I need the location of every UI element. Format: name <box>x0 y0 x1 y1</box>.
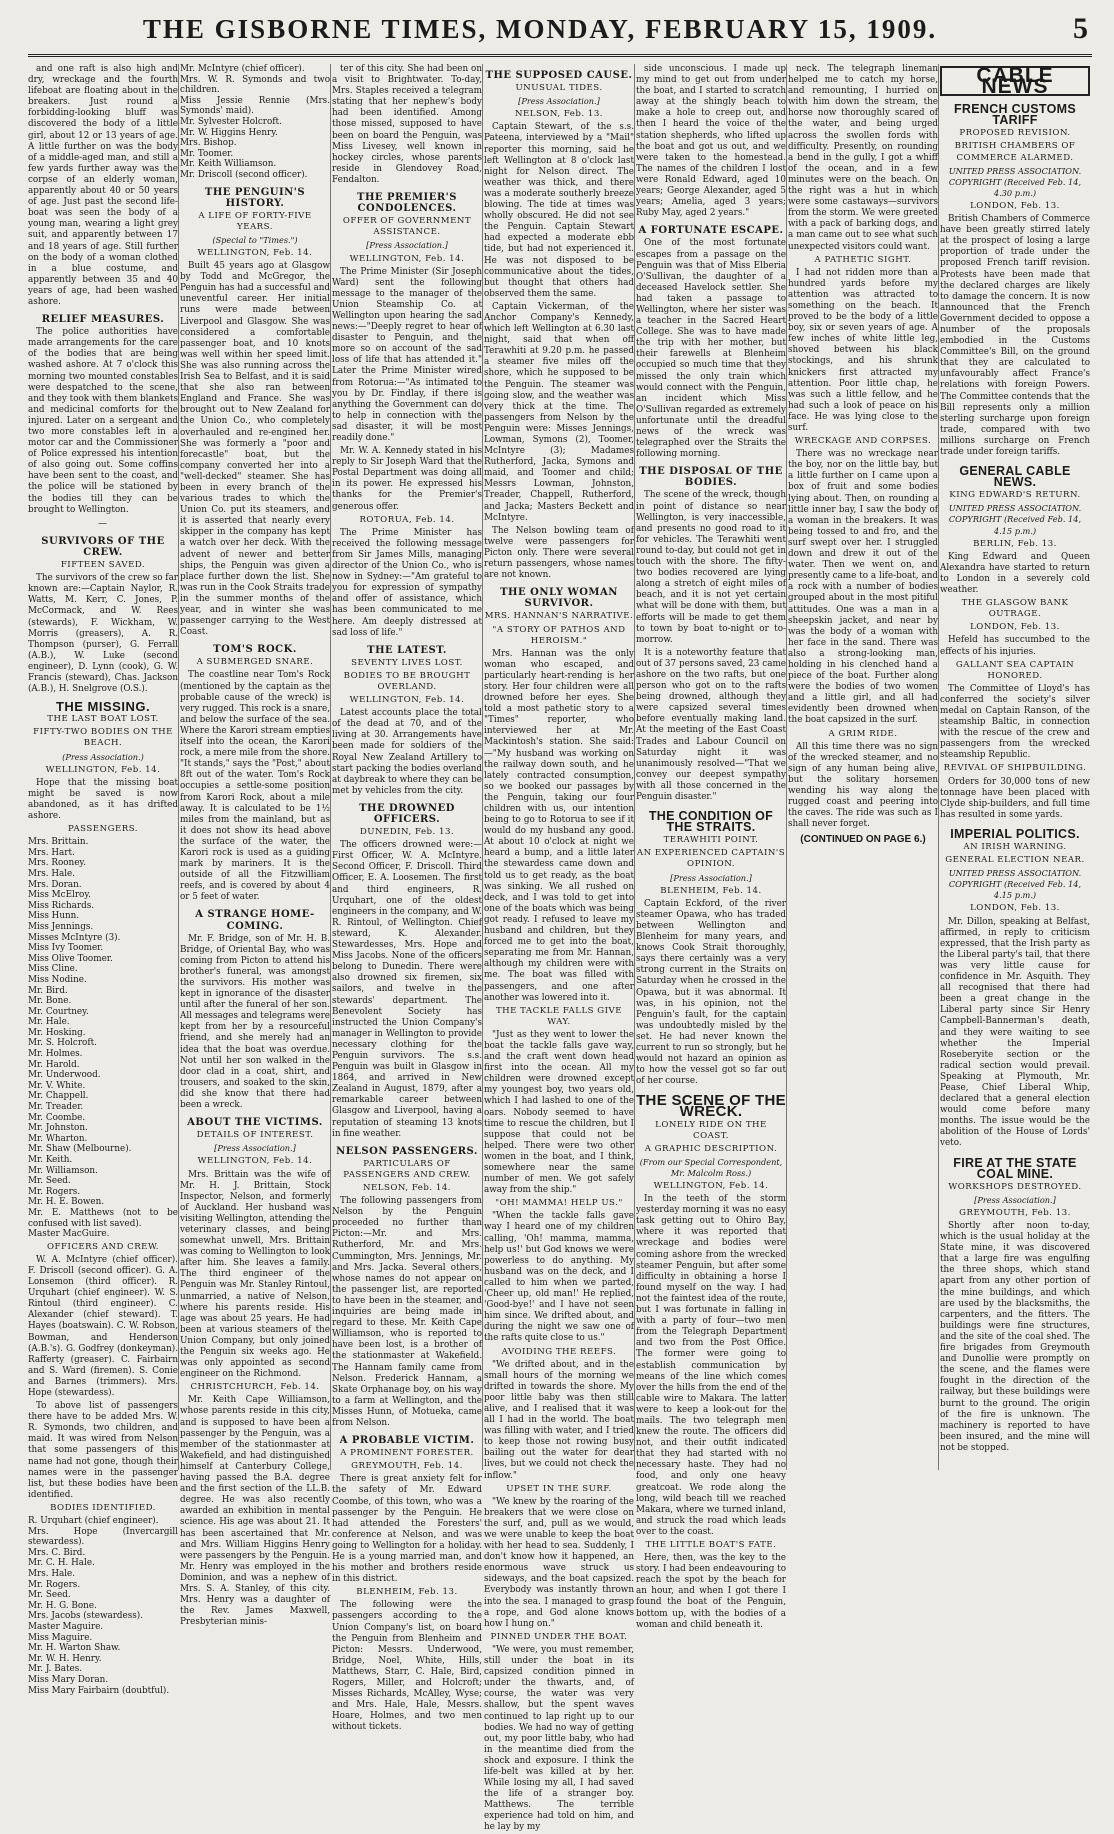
list-item: Mr. Bone. <box>28 996 72 1007</box>
section-heading: THE PREMIER'S CONDOLENCES. <box>357 192 457 215</box>
section-heading: FRENCH CUSTOMS TARIFF <box>953 102 1077 128</box>
list-item: Mr. Courtney. <box>28 1006 89 1017</box>
list-item: Miss Maguire. <box>28 1632 93 1643</box>
article-text: "We knew by the roaring of the breakers that we were close on the surf, and, pull as we would, we were unable to keep the boat with her head to sea. Suddenly, I don't know how it happened, an enormous wave struck us sideways, and the boat capsized. Everybody was instantly thrown into the sea. I managed to grasp a rope, and God alone knows how I hung on." <box>484 1496 634 1629</box>
list-item: Mr. Holmes. <box>28 1049 83 1060</box>
subheading: GALLANT SEA CAPTAIN HONORED. <box>955 659 1075 681</box>
list-item: Mr. Treader. <box>28 1102 84 1113</box>
cable-news-banner: CABLE NEWS <box>940 66 1090 96</box>
list-item: Mr. Shaw (Melbourne). <box>28 1144 132 1155</box>
list-item: Mr. C. H. Hale. <box>28 1558 95 1569</box>
masthead <box>28 10 1092 57</box>
article-text: All this time there was no sign of the wrecked steamer, and no sign of any human being alive, but the solitary horsemen wending his way along the rugged coast and peering into the caves. The ride was such as I shall never forget. <box>788 741 938 830</box>
column-1: and one raft is also high and dry, wreckage and the fourth lifeboat are floating about in the breakers. Just round a forbidding-looking bluff was discovered the body of a little girl, about 12 or 13 years of age. A little further on was the body of a middle-aged man, and still a few yards further away was the corpse of an elderly woman, apparently about 40 or 50 years of age. Just past the second life-boat was seen the body of a young man, wearing a light grey suit, and apparently between 17 and 18 years of age. Still further on the body of a woman clothed in a blue costume, and apparently between 35 and 40 years of age, had been washed ashore. RELIEF MEASURES. The police authorities have made arrangements for the care of the bodies that are being washed ashore. At 7 o'clock this morning two mounted constables were despatched to the scene, and they took with them blankets and medicinal comforts for the injured. Later on a sergeant and two more constables left in a motor car and the Commissioner of Police expressed his intention of also going out. Some coffins have been sent to the coast, and the police will be stationed by the bodies till they can be brought to Wellington. — SURVIVORS OF THE CREW. FIFTEEN SAVED. The survivors of the crew so far known are:—Captain Naylor, R. Watts, M. Kerr, C. Jones, P. McCormack, and W. Rees (stewards), F. Wickham, W. Morris (greasers), A. R. Thompson (purser), G. Ferrall (A.B.), W. Luke (second engineer), D. Lynn (cook), G. W. Francis (steward), Chas. Jackson (A.B.), H. Snelgrove (O.S.). THE MISSING. THE LAST BOAT LOST. FIFTY-TWO BODIES ON THE BEACH. (Press Association.) WELLINGTON, Feb. 14. Hope that the missing boat might be saved is now abandoned, as it has drifted ashore. PASSENGERS. Mrs. Brittain. Mrs. Hart. Mrs. Rooney. Mrs. Hale. Mrs. Doran. Miss McElroy. Miss Richards. Miss Hunn. Miss Jennings. Misses McIntyre (3). Miss Ivy Toomer. Miss Olive Toomer. Miss Cline. Miss Nodine. Mr. Bird. Mr. Bone. Mr. Courtney. Mr. Hale. Mr. Hosking. Mr. S. Holcroft. Mr. Holmes. Mr. Harold. Mr. Underwood. Mr. V. White. Mr. Chappell. Mr. Treader. Mr. Coombe. Mr. Johnston. Mr. Wharton. Mr. Shaw (Melbourne). Mr. Keith. Mr. Williamson. Mr. Seed. Mr. Rogers. Mr. H. E. Bowen. Mr. E. Matthews (not to be confused with list saved). Master MacGuire. OFFICERS AND CREW. W. A. McIntyre (chief officer). F. Driscoll (second officer). G. A. Lonsemon (third officer). R. Urquhart (chief engineer). W. S. Rintoul (third engineer). C. Alexander (chief steward). T. Hayes (boatswain). C. W. Robson, Bowman, and Henderson (A.B.'s). G. Godfrey (donkeyman). Rafferty (greaser). C. Fairbairn and S. Ward (firemen). S. Conie and Barnes (trimmers). Mrs. Hope (stewardess). To above list of passengers there have to be added Mrs. W. R. Symonds, two children, and maid. It was wired from Nelson that some passengers of this name had not gone, though their names were in the passenger list, but these bodies have been identified. BODIES IDENTIFIED. R. Urquhart (chief engineer). Mrs. Hope (Invercargill stewardess). Mrs. C. Bird. Mr. C. H. Hale. Mrs. Hale. Mr. Rogers. Mr. Seed. Mr. H. G. Bone. Mrs. Jacobs (stewardess). Master Maguire. Miss Maguire. Mr. H. Warton Shaw. Mr. W. H. Henry. Mr. J. Bates. Miss Mary Doran. Miss Mary Fairbairn (doubtful). <box>28 64 179 1696</box>
column-3 <box>332 64 482 1733</box>
dateline: LONDON, Feb. 13. <box>970 200 1060 211</box>
section-heading: IMPERIAL POLITICS. <box>950 826 1080 841</box>
list-item: Mr. Keith Williamson. <box>180 159 277 170</box>
list-item: Miss Nodine. <box>28 974 87 985</box>
article-text: Mr. Keith Cape Williamson, whose parents reside in this city, and is supposed to have been a passenger by the Penguin, was a member of the stationmaster at Wakefield, and had distinguished himself at Canterbury College, having passed the B.A. degree and the first section of the LL.B. degree. He was also recently awarded an exhibition in mental science. His age was about 21. It has been ascertained that Mr. and Mrs. William Higgins Henry were passengers by the Penguin. Mr. Henry was employed in the Dominion, and was a nephew of Mrs. S. A. Stanley, of this city. Mrs. Henry was a daughter of the Rev. James Maxwell, Presbyterian minis- <box>180 1395 330 1628</box>
section-heading: THE DISPOSAL OF THE BODIES. <box>639 466 783 489</box>
section-heading: NELSON PASSENGERS. <box>336 1145 478 1157</box>
article-text: King Edward and Queen Alexandra have started to return to London in a severely cold weather. <box>940 551 1090 596</box>
list-item: Mrs. C. Bird. <box>28 1547 86 1558</box>
list-item: Mr. Bird. <box>28 985 68 996</box>
list-item: Mrs. Hart. <box>28 847 75 858</box>
article-text: One of the most fortunate escapes from a passage on the Penguin was that of Miss Elberia O'Sullivan, the daughter of a deceased Havelock settler. She had taken a passage to Wellington, where her sister was a teacher in the Sacred Heart College. She was to have made the trip with her mother, but their farewells at Blenheim occupied so much time that they missed the only train which would connect with the Penguin, an incident which Miss O'Sullivan regarded as extremely unfortunate until the dreadful news of the wreck was telegraphed over the Straits the following morning. <box>636 238 786 460</box>
press-credit: UNITED PRESS ASSOCIATION. COPYRIGHT (Received Feb. 14, 4.15 p.m.) <box>948 503 1082 536</box>
article-text: ter of this city. She had been on a visit to Brightwater. To-day, Mrs. Staples received a telegram stating that her nephew's body had been identified. Among those missed, supposed to have been on board the Penguin, was Miss Livesey, well known in hockey circles, whose parents reside in Glendovey Road, Fendalton. <box>332 64 482 185</box>
article-text: It is a noteworthy feature that out of 37 persons saved, 23 came ashore on the two rafts, but one person who got on to the rafts being drowned, although they were capsized several times before eventually making land. At the meeting of the East Coast Trades and Labour Council on Saturday night it was unanimously resolved—"That we convey our deepest sympathy with all those concerned in the Penguin disaster." <box>636 647 786 802</box>
list-item: Mr. Keith. <box>28 1155 73 1165</box>
list-item: Master MacGuire. <box>28 1229 110 1240</box>
article-text: W. A. McIntyre (chief officer). F. Driscoll (second officer). G. A. Lonsemon (third officer). R. Urquhart (chief engineer). W. S. Rintoul (third engineer). C. Alexander (chief steward). T. Hayes (boatswain). C. W. Robson, Bowman, and Henderson (A.B.'s). G. Godfrey (donkeyman). Rafferty (greaser). C. Fairbairn and S. Ward (firemen). S. Conie and Barnes (trimmers). Mrs. Hope (stewardess). <box>28 1254 178 1398</box>
subheading: THE TACKLE FALLS GIVE WAY. <box>495 1005 623 1027</box>
press-credit: [Press Association.] <box>670 872 752 883</box>
section-heading: RELIEF MEASURES. <box>41 314 165 326</box>
subheading: SEVENTY LIVES LOST. <box>351 657 463 668</box>
subheading: DETAILS OF INTEREST. <box>196 1130 314 1141</box>
list-item: Mrs. Rooney. <box>28 858 87 869</box>
article-text: The Committee of Lloyd's has conferred the society's silver medal on Captain Ranson, of the steamship Baltic, in connection with the rescue of the crew and passengers from the wrecked steamship Republic. <box>940 683 1090 761</box>
dateline: GREYMOUTH, Feb. 14. <box>351 1461 463 1472</box>
press-credit: (From our Special Correspondent, Mr. Malcolm Ross.) <box>639 1156 783 1178</box>
list-item: Mr. Sylvester Holcroft. <box>180 116 282 127</box>
article-text: and one raft is also high and dry, wreckage and the fourth lifeboat are floating about in the breakers. Just round a forbidding-looking bluff was discovered the body of a little girl, about 12 or 13 years of age. A little further on was the body of a middle-aged man, and still a few yards further away was the corpse of an elderly woman, apparently about 40 or 50 years of age. Just past the second life-boat was seen the body of a young man, wearing a light grey suit, and apparently between 17 and 18 years of age. Still further on the body of a woman clothed in a blue costume, and apparently between 35 and 40 years of age, had been washed ashore. <box>28 64 178 307</box>
article-text: Captain Stewart, of the s.s. Pateena, interviewed by a "Mail" reporter this morning, said he left Wellington at 8 o'clock last night for Nelson direct. The weather was thick, and there was a moderate southerly breeze blowing. The tide at times was wholly obscured. He did not see the Penguin. Captain Stewart had expected a moderate ebb tide, but had not experienced it. He was not disposed to be communicative about the tides, but thought that others had observed them the same. <box>484 122 634 299</box>
list-item: Mr. Hale. <box>28 1017 70 1028</box>
column-5 <box>636 64 786 1630</box>
subheading: GENERAL ELECTION NEAR. <box>945 855 1085 866</box>
list-item: Mrs. Bishop. <box>180 138 237 149</box>
press-credit: (Press Association.) <box>62 751 144 762</box>
section-heading: THE SUPPOSED CAUSE. <box>485 70 633 81</box>
subheading: REVIVAL OF SHIPBUILDING. <box>943 763 1087 774</box>
section-heading: THE MISSING. <box>55 699 151 715</box>
article-text: Mr. Dillon, speaking at Belfast, affirmed, in reply to criticism expressed, that the Irish party as the Liberal party's tail, that there was very little cause for confidence in Mr. Asquith. They all recognised that there had been a great change in the Liberal party since Sir Henry Campbell-Bannerman's death, and they were waiting to see whether the Imperial Roseberyite section or the radical section would prevail. Speaking at Plymouth, Mr. Pease, Chief Liberal Whip, declared that a general election would come before many months. The issue would be the abolition of the House of Lords' veto. <box>940 916 1090 1149</box>
subheading: AVOIDING THE REEFS. <box>501 1346 617 1357</box>
dateline: WELLINGTON, Feb. 14. <box>349 695 465 706</box>
subheading: BRITISH CHAMBERS OF COMMERCE ALARMED. <box>954 141 1076 163</box>
dateline: WELLINGTON, Feb. 14. <box>197 248 313 258</box>
dateline: WELLINGTON, Feb. 14. <box>349 253 465 264</box>
section-heading: A FORTUNATE ESCAPE. <box>638 225 784 237</box>
list-item: Mrs. Doran. <box>28 879 82 890</box>
press-credit: [Press Association.] <box>214 1143 296 1154</box>
subheading: A PROMINENT FORESTER. <box>340 1448 474 1459</box>
list-item: Master Maguire. <box>28 1621 104 1632</box>
section-heading: FIRE AT THE STATE COAL MINE. <box>953 1155 1077 1181</box>
article-text: Latest accounts place the total of the dead at 70, and of the living at 30. Arrangements have been made for soldiers of the Royal New Zealand Artillery to start packing the bodies overland at daybreak to where they can be met by vehicles from the city. <box>332 708 482 796</box>
dateline: WELLINGTON, Feb. 14. <box>45 764 161 775</box>
article-text: "When the tackle falls gave way I heard one of my children calling, 'Oh! mamma, mamma, help us!' but God knows we were powerless to do anything. My husband was on the deck, and I called to him when we parted, 'Cheer up, old man!' He replied, 'Good-bye!' and I have not seen him since. We drifted about, and during the night we saw one of the rafts quite close to us." <box>484 1211 634 1344</box>
article-text: There was no wreckage near the boy, nor on the little bay, but a little further on I came upon a box of fruit and some bodies lying about. Then, on rounding a little inner bay, I saw the body of a woman in the breakers. It was being tossed to and fro, and the surf swept over her. I struggled down and drew it out of the water. Then we went on, and presently came to a life-boat, and a rock with a number of bodies grouped about in the most pitiful attitudes. One was a man in a sheepskin jacket, and near by was the body of a woman with her face in the sand. There was also a strong-looking man, holding in his clenched hand a piece of the boat. Further along were the bodies of two women and a little girl, and all had evidently been drowned when the boat capsized in the surf. <box>788 449 938 726</box>
dateline: WELLINGTON, Feb. 14. <box>197 1156 313 1167</box>
list-item: Mr. Seed. <box>28 1590 71 1601</box>
subheading: A GRAPHIC DESCRIPTION. <box>644 1143 778 1154</box>
column-7 <box>940 64 1090 1472</box>
article-text: I had not ridden more than a hundred yards before my attention was attracted to something on the beach. It proved to be the body of a little boy, six or seven years of age. A few inches of white little leg, shoved between his black stockings, and his shrunk knickers first attracted my attention. Poor little chap, he was such a little fellow, and he had such a look of peace on his face. He was lying close to the surf. <box>788 267 938 433</box>
press-credit: [Press Association.] <box>518 96 600 107</box>
subheading: A LIFE OF FORTY-FIVE YEARS. <box>198 210 312 232</box>
article-text: The Prime Minister (Sir Joseph Ward) sent the following message to the manager of the Union Steamship Co. at Wellington upon hearing the sad news:—"Deeply regret to hear of disaster to Penguin, and the more so on account of the sad loss of life that has attended it." Later the Prime Minister wired from Rotorua:—"As intimated to you by Dr. Findlay, if there is anything the Government can do to help in connection with the sad disaster, it will be most readily done." <box>332 266 482 443</box>
article-text: Mr. W. A. Kennedy stated in his reply to Sir Joseph Ward that the Postal Department was doing all in its power. He expressed his thanks for the Premier's generous offer. <box>332 446 482 512</box>
column-4 <box>484 64 634 1833</box>
list-item: Mr. E. Matthews (not to be confused with list saved). <box>28 1207 178 1229</box>
article-text: Built 45 years ago at Glasgow by Todd and McGregor, the Penguin has had a successful and uneventful career. Her initial runs were made between Liverpool and Glasgow. She was considered a comfortable passenger boat, and 10 knots was well within her speed limit. She was also running across the Irish Sea to Belfast, and it is said that she also ran between England and France. She was brought out to New Zealand for the Union Co., who completely overhauled and re-engined her. She was formerly a "poor and forecastle" boat, but the company converted her into a "well-decked" steamer. She has been in every branch of the various trades to which the Union Co. put its steamers, and it is asserted that nearly every skipper in the company has kept a watch over her deck. With the advent of newer and better ships, the Penguin was given a place further down the list. She was run in the Cook Straits trade in the summer months of the year, and in winter she was passenger carrying to the West Coast. <box>180 261 330 638</box>
section-heading: THE PENGUIN'S HISTORY. <box>204 186 306 209</box>
subheading: PINNED UNDER THE BOAT. <box>490 1631 628 1642</box>
list-item: Miss Jennings. <box>28 921 94 932</box>
list-item: Mr. Coombe. <box>28 1112 86 1123</box>
list-item: Miss Mary Doran. <box>28 1674 109 1685</box>
article-text: The coastline near Tom's Rock (mentioned by the captain as the probable cause of the wreck) is very rugged. This rock is a snare, and below the surface of the sea. Where the Karori stream empties itself into the ocean, the Karori rock, a mere mile from the shore. "It stands," says the "Post," about 8ft out of the water. Tom's Rock occupies a settle-some position from Karori Rock, about a mile away. It is calculated to be 1½ miles from the mainland, but as it does not show its head above the surface of the water, the Karori rock is used as a guiding mark by mariners. It is the outside of all the Fitzwilliam reefs, and is covered by about 4 or 5 feet of water. <box>180 670 330 903</box>
article-text: Mrs. Brittain was the wife of Mr. H. J. Brittain, Stock Inspector, Nelson, and formerly of Auckland. Her husband was visiting Wellington, attending the veterinary classes, and being somewhat unwell, Mrs. Brittain was coming to Wellington to look after him. She leaves a family. The third engineer of the Penguin was Mr. Stanley Rintoul, unmarried, a native of Nelson, where his parents reside. His age was about 25 years. He had been at various steamers of the Union Company, but only joined the Penguin six weeks ago. He was only appointed as second engineer on the Richmond. <box>180 1169 330 1380</box>
subheading: UNUSUAL TIDES. <box>515 83 603 94</box>
list-item: Mr. H. Warton Shaw. <box>28 1643 121 1654</box>
article-text: The following were the passengers according to the Union Company's list, on board the Penguin from Blenheim and Picton: Messrs. Underwood, Bridge, Noel, White, Hills, Matthews, Starr, C. Hale, Bird, Rogers, Miller, and Holcroft; Misses Richards, McAlley, Wyse; and Mrs. Hale, Hale, Messrs. Hoare, Holmes, and two men without tickets. <box>332 1600 482 1733</box>
list-heading: PASSENGERS. <box>67 824 139 835</box>
dateline: BLENHEIM, Feb. 14. <box>660 885 762 896</box>
list-item: Miss Hunn. <box>28 911 80 922</box>
article-text: The officers drowned were:—First Officer, W. A. McIntyre. Second Officer, F. Driscoll. Third Officer, E. A. Loosemen. The first and third engineers, R. Urquhart, one of the oldest engineers in the company, and W. R. Rintoul, of Wellington. Chief steward, K. Alexander. Stewardesses, Mrs. Hope and Miss Jacobs. None of the officers belong to Dunedin. There were also drowned six firemen, six sailors, and twelve in the stewards' department. The Benevolent Society has instructed the Union Company's manager in Wellington to provide necessary clothing for the Penguin survivors. The s.s. Penguin was built in Glasgow in 1864, and arrived in New Zealand in August, 1879, after a remarkable career between Glasgow and Liverpool, having a reputation of steaming 13 knots in fine weather. <box>332 840 482 1139</box>
section-heading: THE ONLY WOMAN SURVIVOR. <box>500 587 618 610</box>
list-item: Mr. Seed. <box>28 1176 71 1187</box>
section-heading: THE DROWNED OFFICERS. <box>359 802 455 825</box>
list-item: Miss Ivy Toomer. <box>28 943 104 954</box>
article-text: Hope that the missing boat might be saved is now abandoned, as it has drifted ashore. <box>28 777 178 821</box>
list-item: Mr. Johnston. <box>28 1123 88 1134</box>
dateline: GREYMOUTH, Feb. 13. <box>959 1207 1071 1218</box>
article-text: Captain Eckford, of the river steamer Opawa, who has traded between Wellington and Blenheim for many years, and knows Cook Strait thoroughly, says there certainly was a very strong current in the Straits on Saturday when he crossed in the Opawa, but it was abnormal. It was, in his opinion, not the Penguin's fault, for the captain was undoubtedly misled by the set. He had never known the current to run so strongly, but he would not hazard an opinion as to how the vessel got so far out of her course. <box>636 898 786 1087</box>
article-text: The Prime Minister has received the following message from Sir James Mills, managing director of the Union Co., who is now in Sydney:—"Am grateful to you for expression of sympathy and offer of assistance, which has been communicated to me here. Am deeply distressed at sad loss of life." <box>332 527 482 638</box>
list-item: Mr. H. G. Bone. <box>28 1600 97 1611</box>
article-text: The scene of the wreck, though in point of distance so near Wellington, is very inaccessible, and presents no good road to it for vehicles. The Terawhiti went round to-day, but could not get in touch with the shore. The fifty-two bodies recovered are lying along a stretch of eight miles of beach, and it is not yet certain what will be done with them, but efforts will be made to get them to town by boat to-night or to-morrow. <box>636 490 786 645</box>
dateline: WELLINGTON, Feb. 14. <box>653 1181 769 1191</box>
columns <box>28 64 1092 1833</box>
article-text: "Just as they went to lower the boat the tackle falls gave way, and the craft went down head first into the ocean. All my children were drowned except my youngest boy, two years old, which I had lashed to one of the oars. Nobody seemed to have time to rescue the children, but I suppose that could not be helped. There were two other women in the boat, and I think, somewhere near the same number of men. We got safely away from the ship." <box>484 1029 634 1196</box>
subheading: LONELY RIDE ON THE COAST. <box>655 1119 767 1141</box>
subheading: FIFTEEN SAVED. <box>60 560 146 571</box>
article-text: The Nelson bowling team of twelve were passengers for Picton only. There were several return passengers, whose names are not known. <box>484 525 634 581</box>
list-item: Mr. Driscoll (second officer). <box>180 169 308 180</box>
subheading: THE LAST BOAT LOST. <box>47 714 159 725</box>
list-item: Mr. V. White. <box>28 1080 86 1091</box>
list-item: Mrs. Hale. <box>28 868 76 879</box>
list-heading: OFFICERS AND CREW. <box>46 1241 160 1252</box>
subheading: AN EXPERIENCED CAPTAIN'S OPINION. <box>636 848 786 870</box>
list-item: Miss McElroy. <box>28 890 91 901</box>
dateline: BLENHEIM, Feb. 13. <box>356 1587 458 1598</box>
article-text: The police authorities have made arrangements for the care of the bodies that are being washed ashore. At 7 o'clock this morning two mounted constables were despatched to the scene, and they took with them blankets and medicinal comforts for the injured. Later on a sergeant and two more constables left in a motor car and the Commissioner of Police expressed his intention of also going out. Some coffins have been sent to the coast, and the police will be stationed by the bodies till they can be brought to Wellington. <box>28 327 178 515</box>
article-text: Orders for 30,000 tons of new tonnage have been placed with Clyde ship-builders, and full time has resulted in some yards. <box>940 776 1090 820</box>
article-text: The following passengers from Nelson by the Penguin proceeded no further than Picton:—Mr. and Mrs. Rutherford, Mr. and Mrs. Cummington, Mrs. Jennings, Mr. and Mrs. Jacka. Several others, whose names do not appear on the passenger list, are reported to have been in the steamer, and inquiries are being made in regard to these. Mr. Keith Cape Williamson, who is reported to have been lost, is a brother of the stationmaster at Wakefield. The Hannam family came from Nelson. Frederick Hannam, a Skate Orphanage boy, on his way to a farm at Wellington, and the Misses Hunn, of Motueka, came from Nelson. <box>332 1196 482 1428</box>
page-number: 5 <box>1073 12 1088 45</box>
list-item: Mr. Hosking. <box>28 1027 86 1038</box>
list-item: Mr. W. H. Henry. <box>28 1653 102 1664</box>
article-text: British Chambers of Commerce have been greatly stirred lately at the prospect of losing a large proportion of trade under the proposed French tariff revision. Protests have been made that the declared charges are likely to damage the concern. It is now announced that the French Government decided to oppose a number of the proposals embodied in the Customs Committee's Bill, on the ground that they are calculated to unfavourably affect France's relations with foreign Powers. The Committee contends that the Bill represents only a million sterling surcharge upon foreign trade, compared with two millions surcharge on French trade under foreign tariffs. <box>940 214 1090 457</box>
list-item: Mr. Harold. <box>28 1059 80 1070</box>
list-item: Mr. H. E. Bowen. <box>28 1197 105 1208</box>
article-text: There is great anxiety felt for the safety of Mr. Edward Coombe, of this town, who was a passenger by the Penguin. He had attended the Foresters' conference at Nelson, and was going to Wellington for a holiday. He is a young married man, and his mother and brothers reside in this district. <box>332 1474 482 1585</box>
article-text: side unconscious. I made up my mind to get out from under the boat, and I started to scratch away at the shingly beach to make a hole to creep out, and then I heard the voice of the station shepherds, who lifted up the boat and got us out, and we were taken to the homestead. The names of the children I lost were Ronald Edward, aged 10 years; George Alexander, aged 5 years; Amelia, aged 3 years; Ruby May, aged 2 years." <box>636 64 786 219</box>
dateline: LONDON, Feb. 13. <box>970 622 1060 633</box>
press-credit: (Special to "Times.") <box>212 234 298 245</box>
section-heading: ABOUT THE VICTIMS. <box>187 1117 323 1129</box>
subheading: PARTICULARS OF PASSENGERS AND CREW. <box>343 1158 471 1180</box>
list-item: Mr. Toomer. <box>180 148 234 159</box>
newspaper-title: THE GISBORNE TIMES, MONDAY, FEBRUARY 15, 1909. <box>142 14 938 44</box>
list-item: Mr. Underwood. <box>28 1070 101 1081</box>
article-text: To above list of passengers there have to be added Mrs. W. R. Symonds, two children, and maid. It was wired from Nelson that some passengers of this name had not gone, though their names were in the passenger list, but these bodies have been identified. <box>28 1401 178 1500</box>
subheading: TERAWHITI POINT. <box>663 835 759 846</box>
subheading: AN IRISH WARNING. <box>963 842 1067 852</box>
list-item: Mr. Wharton. <box>28 1133 88 1144</box>
dateline: NELSON, Feb. 13. <box>514 109 604 120</box>
subheading: A SUBMERGED SNARE. <box>196 657 314 668</box>
list-item: Mrs. Hale. <box>28 1568 76 1579</box>
list-item: Miss Olive Toomer. <box>28 953 113 964</box>
list-item: Mr. W. Higgins Henry. <box>180 127 278 138</box>
article-text: Here, then, was the key to the story. I had been endeavouring to reach the spot by the beach for an hour, and when I got there I found the boat of the Penguin, bottom up, with the bodies of a woman and child beneath it. <box>636 1553 786 1630</box>
list-item: Mr. S. Holcroft. <box>28 1038 97 1049</box>
list-item: Mrs. Jacobs (stewardess). <box>28 1611 144 1622</box>
article-text: "We were, you must remember, still under the boat in its capsized condition pinned in under the thwarts, and, of course, the water was very shallow, but the spent waves continued to lap right up to our bodies. We had no way of getting out, my poor little baby, who had in the meantime died from the shock and exposure. I think the life-belt was killed at by her. While losing my all, I had saved the life of a stranger boy. Matthews. The terrible experience had told on him, and he lay by my <box>484 1644 634 1833</box>
subheading: A PATHETIC SIGHT. <box>814 254 912 265</box>
section-heading: TOM'S ROCK. <box>213 644 297 656</box>
section-heading: THE SCENE OF THE WRECK. <box>636 1092 786 1121</box>
subheading: PROPOSED REVISION. <box>959 128 1071 139</box>
list-item: Misses McIntyre (3). <box>28 932 121 943</box>
section-heading: GENERAL CABLE NEWS. <box>959 464 1071 490</box>
subheading: THE LITTLE BOAT'S FATE. <box>645 1540 777 1550</box>
article-text: "We drifted about, and in the small hours of the morning we drifted in towards the shore. My poor little baby was then still alive, and I realised that it was all I had in the world. The boat was filling with water, and I tried to keep those not rowing busy bailing out the water for dear lives, but we could not check the inflow." <box>484 1359 634 1481</box>
press-credit: [Press Association.] <box>974 1194 1056 1205</box>
list-item: Mrs. Hope (Invercargill stewardess). <box>28 1526 178 1548</box>
subheading: "OH! MAMMA! HELP US." <box>495 1198 623 1209</box>
subheading: BODIES TO BE BROUGHT OVERLAND. <box>343 670 471 692</box>
list-item: Mr. Rogers. <box>28 1186 81 1197</box>
section-heading: A STRANGE HOME-COMING. <box>195 909 315 932</box>
subheading: MRS. HANNAN'S NARRATIVE. <box>484 611 634 622</box>
list-item: Mrs. W. R. Symonds and two children. <box>180 74 330 96</box>
section-heading: THE CONDITION OF THE STRAITS. <box>648 809 774 835</box>
list-item: Mr. McIntyre (chief officer). <box>180 64 305 74</box>
continued-notice: (CONTINUED ON PAGE 6.) <box>800 834 926 846</box>
press-credit: UNITED PRESS ASSOCIATION. COPYRIGHT (Received Feb. 14, 4.15 p.m.) <box>948 868 1082 901</box>
article-text: neck. The telegraph lineman helped me to catch my horse, and remounting, I hurried on with him down the stream, the horse now thoroughly scared of the water, and being urged across the swollen fords with difficulty. Presently, on rounding a bend in the gully, I got a whiff of the ocean, and in a few minutes were on the beach. On the right was a hut in which were some castaways—survivors from the storm. We were greeted with a pack of barking dogs, and a man came out to see what such unexpected visitors could want. <box>788 64 938 252</box>
dateline: DUNEDIN, Feb. 13. <box>359 827 455 838</box>
section-heading: SURVIVORS OF THE CREW. <box>41 535 165 558</box>
subheading: OFFER OF GOVERNMENT ASSISTANCE. <box>342 216 472 238</box>
section-heading: THE LATEST. <box>367 644 447 656</box>
dateline: ROTORUA, Feb. 14. <box>359 514 455 525</box>
press-credit: [Press Association.] <box>366 240 448 251</box>
list-item: Miss Cline. <box>28 964 78 975</box>
dateline: CHRISTCHURCH, Feb. 14. <box>190 1382 320 1393</box>
list-heading: BODIES IDENTIFIED. <box>50 1502 156 1513</box>
subheading: KING EDWARD'S RETURN. <box>949 490 1081 501</box>
article-text: Mr. F. Bridge, son of Mr. H. B. Bridge, of Oriental Bay, who was coming from Picton to attend his brother's funeral, was amongst the survivors. His mother was kept in ignorance of the disaster until after the funeral of her son. All messages and telegrams were kept from her by a resourceful friend, and she merely had an idea that the boat was overdue. Not until her son walked in the door clad in a coat, shirt, and trousers, and soaked to the skin, did she know that there had been a wreck. <box>180 933 330 1111</box>
list-item: Mr. J. Bates. <box>28 1664 83 1675</box>
dateline: BERLIN, Feb. 13. <box>973 538 1057 549</box>
column-6 <box>788 64 938 1472</box>
subheading: WRECKAGE AND CORPSES. <box>794 436 932 447</box>
list-item: R. Urquhart (chief engineer). <box>28 1516 159 1526</box>
list-item: Mr. Williamson. <box>28 1165 98 1176</box>
list-item: Mr. Rogers. <box>28 1579 81 1590</box>
list-item: Mr. Chappell. <box>28 1091 89 1102</box>
press-credit: UNITED PRESS ASSOCIATION. COPYRIGHT (Received Feb. 14, 4.30 p.m.) <box>948 165 1082 198</box>
article-text: Hefeld has succumbed to the effects of his injuries. <box>940 635 1090 657</box>
subheading: A GRIM RIDE. <box>828 728 898 739</box>
subheading: "A STORY OF PATHOS AND HEROISM." <box>492 624 626 646</box>
subheading: WORKSHOPS DESTROYED. <box>948 1181 1082 1192</box>
subheading: FIFTY-TWO BODIES ON THE BEACH. <box>33 727 173 749</box>
section-heading: A PROBABLE VICTIM. <box>339 1435 475 1447</box>
list-item: Miss Mary Fairbairn (doubtful). <box>28 1685 170 1696</box>
article-text: Captain Vickerman, of the Anchor Company's Kennedy, which left Wellington at 6.30 last night, said that when off Terawhiti at 9.20 p.m. he passed a steamer five miles off the shore, which he supposed to be the Penguin. The steamer was going slow, and the weather was very thick at the time. The passengers from Nelson by the Penguin were: Misses Jennings, Lowman, Symons (2), Toomer, McIntyre (3); Madames Rutherford, Jacka, Symons and maid, and Toomer and child; Messrs Lowman, Johnston, Treader, Chappell, Rutherford, and Jacka; Masters Beckett and McIntyre. <box>484 301 634 523</box>
article-text: Mrs. Hannan was the only woman who escaped, and particularly heart-rending is her story. Her four children were all drowned before her eyes. She told a most pathetic story to a "Times" reporter, who interviewed her at Mr. Mackintosh's station. She said:—"My husband was working on the railway down south, and he lately contracted consumption, so we booked our passages by the Penguin, taking our four children with us, our intention being to go to Rotorua to see if it would do my husband any good. At about 10 o'clock at night we heard a bump, and a little later the stewardess came down and told us to get ready, as the boat was sinking. We all rushed on deck, and I was told to get into one of the boats which was being got ready. I refused to leave my husband and children, but they forced me to get into the boat, separating me from Mr. Hannan, although my children were with me. The boat was filled with passengers, and one after another was lowered into it. <box>484 648 634 1003</box>
list-item: Mrs. Brittain. <box>28 837 89 848</box>
article-text: The survivors of the crew so far known are:—Captain Naylor, R. Watts, M. Kerr, C. Jones, P. McCormack, and W. Rees (stewards), F. Wickham, W. Morris (greasers), A. R. Thompson (purser), G. Ferrall (A.B.), W. Luke (second engineer), D. Lynn (cook), G. W. Francis (steward), Chas. Jackson (A.B.), H. Snelgrove (O.S.). <box>28 573 179 695</box>
subheading: THE GLASGOW BANK OUTRAGE. <box>961 598 1069 620</box>
list-item: Miss Jessie Rennie (Mrs. Symonds' maid). <box>180 95 330 117</box>
dateline: LONDON, Feb. 13. <box>970 903 1060 914</box>
dateline: NELSON, Feb. 14. <box>362 1183 452 1193</box>
article-text: In the teeth of the storm yesterday morning it was no easy task getting out to Ohiro Bay, where it was reported that wreckage and bodies were coming ashore from the wrecked steamer Penguin, but after some difficulty in obtaining a horse I found myself on the way. I had not the faintest idea of the route, but I was fortunate in falling in with a party of four—two men from the Telegraph Department and two from the Post Office. The former were going to establish communication by means of the line which comes over the hills from the end of the cable wire to Makara. The latter were to keep a look-out for the mails. The two telegraph men knew the route. The officers did not, and their outfit indicated that they had started with no necessary haste. They had no food, and only one heavy greatcoat. We rode along the long, wild beach till we reached Makara, where we turned inland, and struck the road which leads over to the coast. <box>636 1194 786 1537</box>
column-2 <box>180 64 330 1628</box>
article-text: Shortly after noon to-day, which is the usual holiday at the State mine, it was discovered that a large fire was engulfing the three shops, which stand apart from any other portion of the mine buildings, and which are used by the blacksmiths, the carpenters, and the fitters. The buildings were fine structures, and the site of the coal shed. The fire brigades from Greymouth and Dunollie were promptly on the scene, and the flames were fought in the direction of the railway, but these buildings were burnt to the ground. The origin of the fire is unknown. The machinery is reported to have been insured, and the mine will not be stopped. <box>940 1221 1090 1453</box>
list-item: Miss Richards. <box>28 900 95 911</box>
subheading: UPSET IN THE SURF. <box>506 1483 612 1494</box>
